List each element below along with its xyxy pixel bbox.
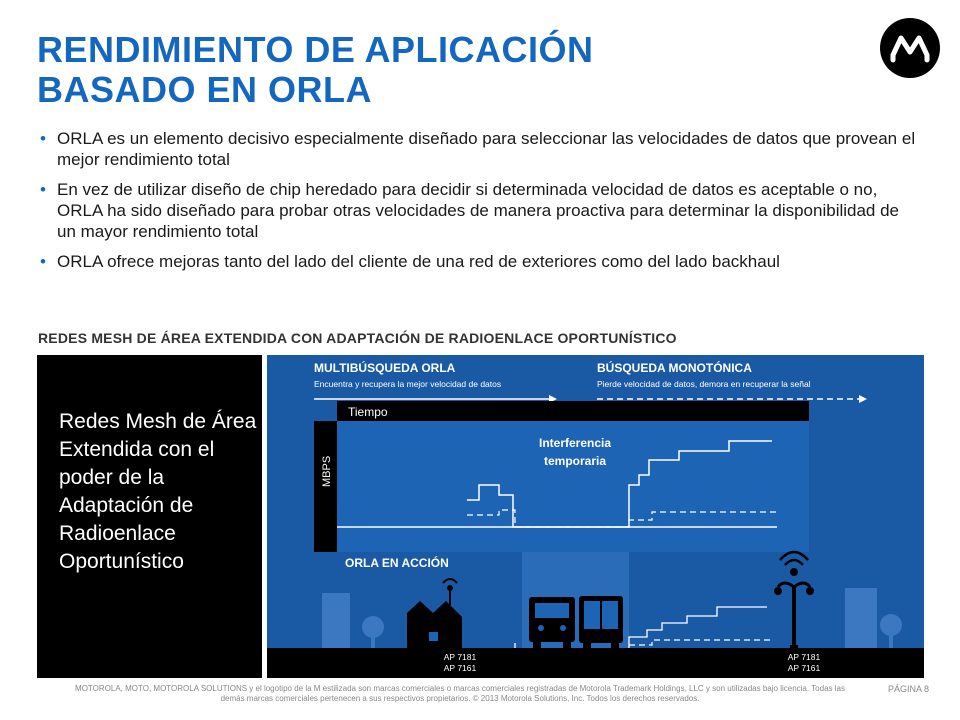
orla-action-label: ORLA EN ACCIÓN <box>345 556 449 570</box>
bg-building <box>845 588 877 648</box>
y-axis-label: MBPS <box>321 455 333 487</box>
orla-diagram <box>267 355 924 678</box>
interference-label: Interferencia <box>538 436 612 450</box>
mono-arrow-head <box>859 395 867 403</box>
orla-subtitle: Encuentra y recupera la mejor velocidad de datos <box>314 379 502 389</box>
mono-subtitle: Pierde velocidad de datos, demora en recuperar la señal <box>597 379 811 389</box>
page-title-line-1: RENDIMIENTO DE APLICACIÓN <box>37 29 594 70</box>
section-heading: REDES MESH DE ÁREA EXTENDIDA CON ADAPTACIÓN DE RADIOENLACE OPORTUNÍSTICO <box>38 330 677 346</box>
motorola-logo-icon <box>880 18 940 78</box>
street-lamp-icon <box>774 552 814 651</box>
bg-tree <box>889 631 893 648</box>
interference-label-2: temporaria <box>543 454 607 468</box>
ap-right-label-1: AP 7181 <box>787 652 821 662</box>
mono-title: BÚSQUEDA MONOTÓNICA <box>597 361 752 375</box>
ap-right-label-2: AP 7161 <box>787 663 821 673</box>
truck-icon <box>579 596 623 649</box>
ap-left-label-2: AP 7161 <box>443 663 477 673</box>
bullet-item: • ORLA es un elemento decisivo especialmente diseñado para seleccionar las velocidades de datos que provean el mejor rendimiento total <box>40 128 920 170</box>
orla-title: MULTIBÚSQUEDA ORLA <box>314 361 456 375</box>
bullet-item: • ORLA ofrece mejoras tanto del lado del cliente de una red de exteriores como del lado backhaul <box>40 251 920 272</box>
page-number: PÁGINA 8 <box>888 684 930 694</box>
ap-left-label-1: AP 7181 <box>443 652 477 662</box>
ground-band <box>267 648 924 678</box>
bullet-list <box>40 128 920 281</box>
house-icon <box>407 579 462 648</box>
left-panel-text: Redes Mesh de Área Extendida con el poder de la Adaptación de Radioenlace Oportunístico <box>59 410 257 573</box>
page-title-line-2: BASADO EN ORLA <box>37 69 373 110</box>
time-bar <box>337 401 809 421</box>
time-label: Tiempo <box>348 405 388 419</box>
left-panel <box>37 355 262 678</box>
legal-footer: MOTOROLA, MOTO, MOTOROLA SOLUTIONS y el logotipo de la M estilizada son marcas comerciales o marcas comerciales registradas de Motorola Trademark Holdings, LLC y son utilizadas bajo licencia. Todas las demás marcas comerciales pertenecen a sus respectivos propietarios. © 2013 Motorola Solutions, Inc. Todos los derechos reservados. <box>75 684 845 703</box>
bg-building <box>322 593 350 648</box>
jeep-icon <box>529 597 575 649</box>
bullet-item: • En vez de utilizar diseño de chip heredado para decidir si determinada velocidad de datos es aceptable o no, ORLA ha sido diseñado para probar otras velocidades de manera proactiva para determinar la disponibilidad de un mayor rendimiento total <box>40 179 920 242</box>
bg-tree <box>371 633 375 648</box>
page-title <box>37 30 594 110</box>
